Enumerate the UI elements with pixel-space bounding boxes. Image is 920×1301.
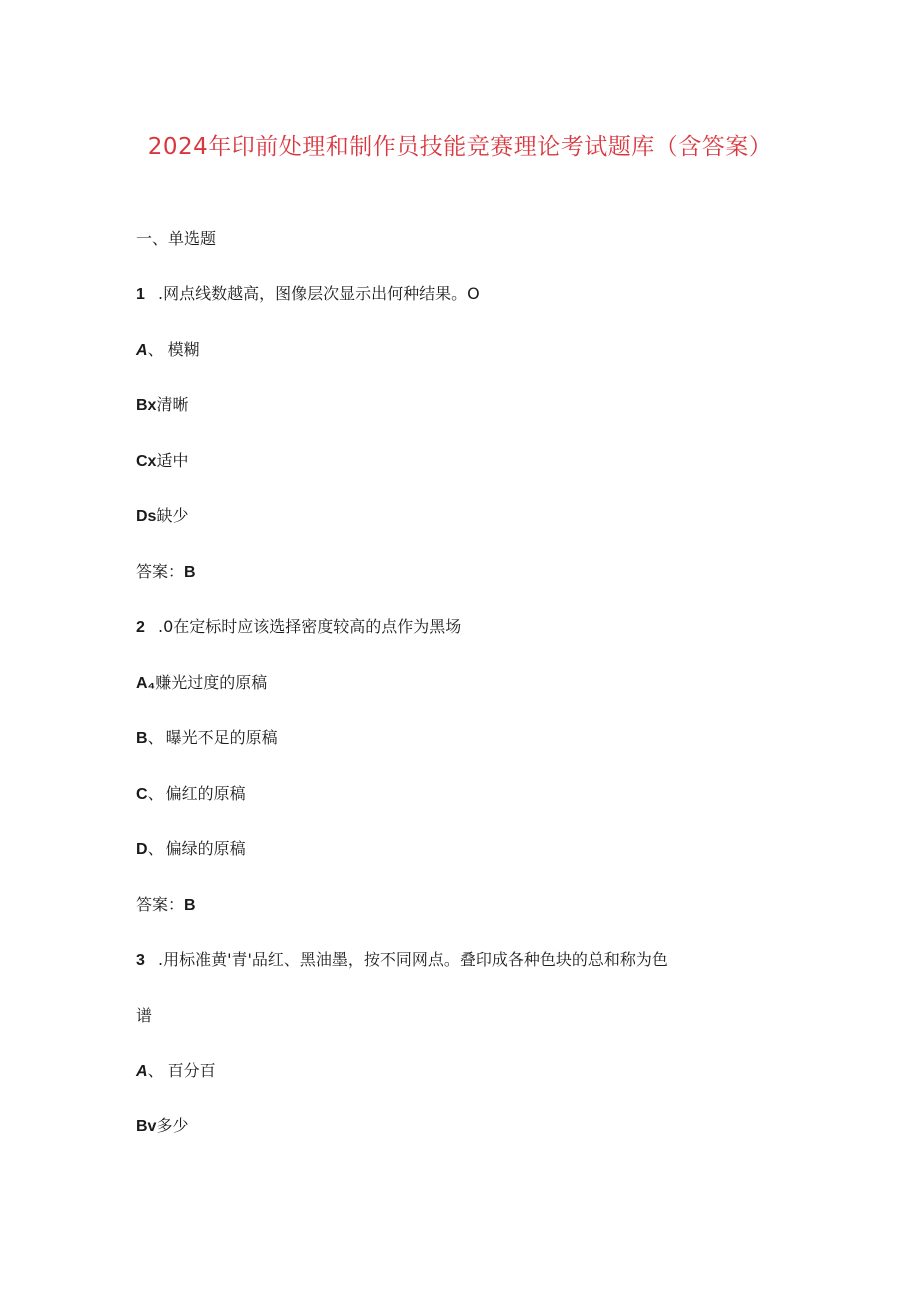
answer-value: B: [184, 897, 196, 914]
option-text: 偏红的原稿: [165, 784, 246, 803]
option-text: 百分百: [167, 1061, 216, 1080]
option-c: [136, 784, 246, 805]
option-text: 赚光过度的原稿: [155, 673, 268, 692]
option-text: 清晰: [156, 395, 189, 414]
option-text: 模糊: [167, 340, 200, 359]
page-title: 2024年印前处理和制作员技能竞赛理论考试题库（含答案）: [147, 134, 773, 160]
option-prefix: Cx: [136, 453, 157, 470]
answer-label: 答案：: [136, 895, 185, 914]
option-prefix: B: [136, 730, 148, 747]
option-a: [136, 1061, 216, 1082]
option-b: [136, 395, 188, 416]
question-text: .0在定标时应该选择密度较高的点作为黑场: [158, 617, 462, 636]
option-separator: 、: [147, 839, 164, 858]
option-a: [136, 340, 200, 361]
option-prefix: D: [136, 841, 148, 858]
answer-1: [136, 562, 196, 583]
question-1: [136, 284, 480, 305]
option-text: 偏绿的原稿: [165, 839, 246, 858]
option-text: 多少: [156, 1116, 189, 1135]
option-text: 缺少: [156, 506, 189, 525]
answer-2: [136, 895, 196, 916]
option-b: [136, 1116, 188, 1137]
question-2: [136, 617, 461, 638]
answer-value: B: [184, 564, 196, 581]
option-prefix: Ds: [136, 508, 157, 525]
question-3-continued: 谱: [136, 1006, 153, 1025]
option-d: [136, 506, 188, 527]
option-prefix: Bv: [136, 1118, 157, 1135]
option-text: 适中: [156, 451, 189, 470]
option-c: [136, 451, 188, 472]
option-b: [136, 728, 278, 749]
question-number: 2: [136, 619, 145, 636]
question-text: .网点线数越高，图像层次显示出何种结果。O: [158, 284, 480, 303]
option-prefix: Bx: [136, 397, 157, 414]
option-separator: 、: [147, 728, 164, 747]
question-3: [136, 950, 668, 971]
option-a: [136, 673, 267, 694]
option-prefix: A: [136, 342, 148, 359]
option-prefix: C: [136, 786, 148, 803]
option-separator: 、: [147, 340, 164, 359]
section-heading: 一、单选题: [136, 229, 217, 248]
question-number: 1: [136, 286, 145, 303]
option-prefix: A: [136, 1063, 148, 1080]
option-d: [136, 839, 246, 860]
answer-label: 答案：: [136, 562, 185, 581]
option-text: 曝光不足的原稿: [165, 728, 278, 747]
option-prefix: A₄: [136, 675, 156, 692]
question-number: 3: [136, 952, 145, 969]
option-separator: 、: [147, 784, 164, 803]
question-text: .用标准黄'青'品红、黑油墨，按不同网点。叠印成各种色块的总和称为色: [158, 950, 668, 969]
option-separator: 、: [147, 1061, 164, 1080]
